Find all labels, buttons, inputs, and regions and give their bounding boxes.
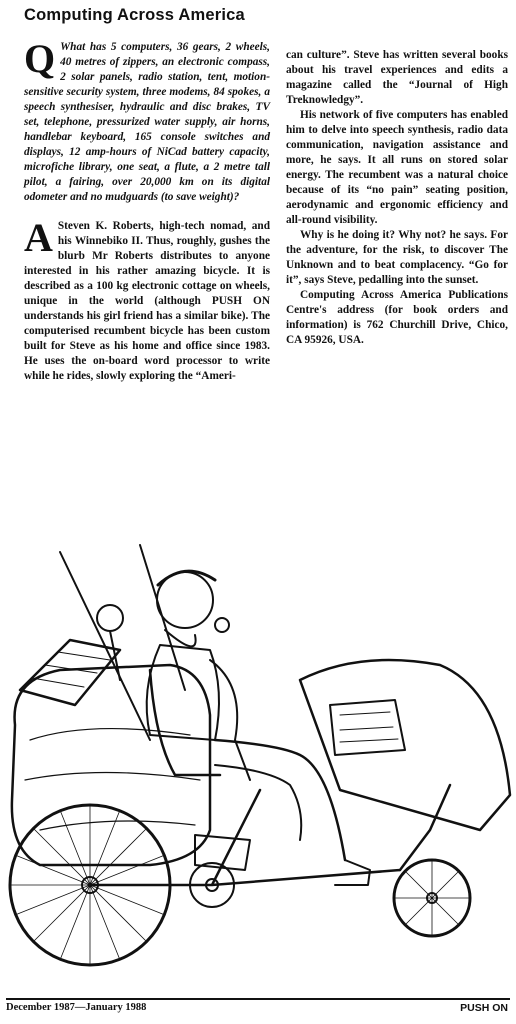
right-paragraph: His network of five computers has enabled him to delve into speech synthesis, radio data communication, navigation assistance and more, he says. It all runs on stored solar energy. The recumbent was a natural choice because of its “no pain” seating position, aerodynamic and ergonomic efficiency and all-round visibility. (286, 109, 508, 226)
intro-paragraph (24, 36, 270, 205)
footer-publication: PUSH ON (460, 1002, 508, 1014)
right-column (286, 48, 508, 348)
footer-rule (6, 998, 510, 1000)
intro-dropcap: Q (24, 36, 56, 81)
intro-text: What has 5 computers, 36 gears, 2 wheels, 40 metres of zippers, an electronic compass, 2 solar panels, radio station, tent, motion-sensitive security system, three modems, 84 spokes, a speech synthesiser, hydraulic and disc brakes, TV set, telephone, pressurized water supply, air horns, handlebar keyboard, 165 console switches and displays, 12 amp-hours of NiCad battery capacity, microfiche library, one seat, a flute, a 2 metre tall pilot, a fairing, over 20,000 km on its digital odometer and no mudguards (to save weight)? (24, 41, 270, 203)
article-title: Computing Across America (24, 6, 245, 24)
body-dropcap: A (24, 215, 53, 260)
footer-date: December 1987—January 1988 (6, 1002, 147, 1013)
right-paragraph: Why is he doing it? Why not? he says. For the adventure, for the risk, to discover The Unknown and to beat complacency. “Go for it”, says Steve, pedalling into the sunset. (286, 229, 508, 286)
right-paragraph: Computing Across America Publications Centre's address (for book orders and information) is 762 Churchill Drive, Chico, CA 95926, USA. (286, 289, 508, 346)
body-text: Steven K. Roberts, high-tech nomad, and his Winnebiko II. Thus, roughly, gushes the blurb Mr Roberts distributes to anyone interested in his rather amazing bicycle. It is described as a 100 kg electronic cottage on wheels, unique in the world (although PUSH ON understands his girl friend has a similar bike). The computerised recumbent bicycle has been custom built for Steve as his home and office since 1983. He uses the on-board word processor to write while he rides, slowly exploring the “Ameri- (24, 220, 270, 382)
body-paragraph (24, 215, 270, 384)
left-column (24, 36, 270, 384)
right-paragraph: can culture”. Steve has written several books about his travel experiences and edits a magazine called the “Journal of High Treknowledgy”. (286, 49, 508, 106)
recumbent-bicycle-illustration (0, 540, 516, 995)
